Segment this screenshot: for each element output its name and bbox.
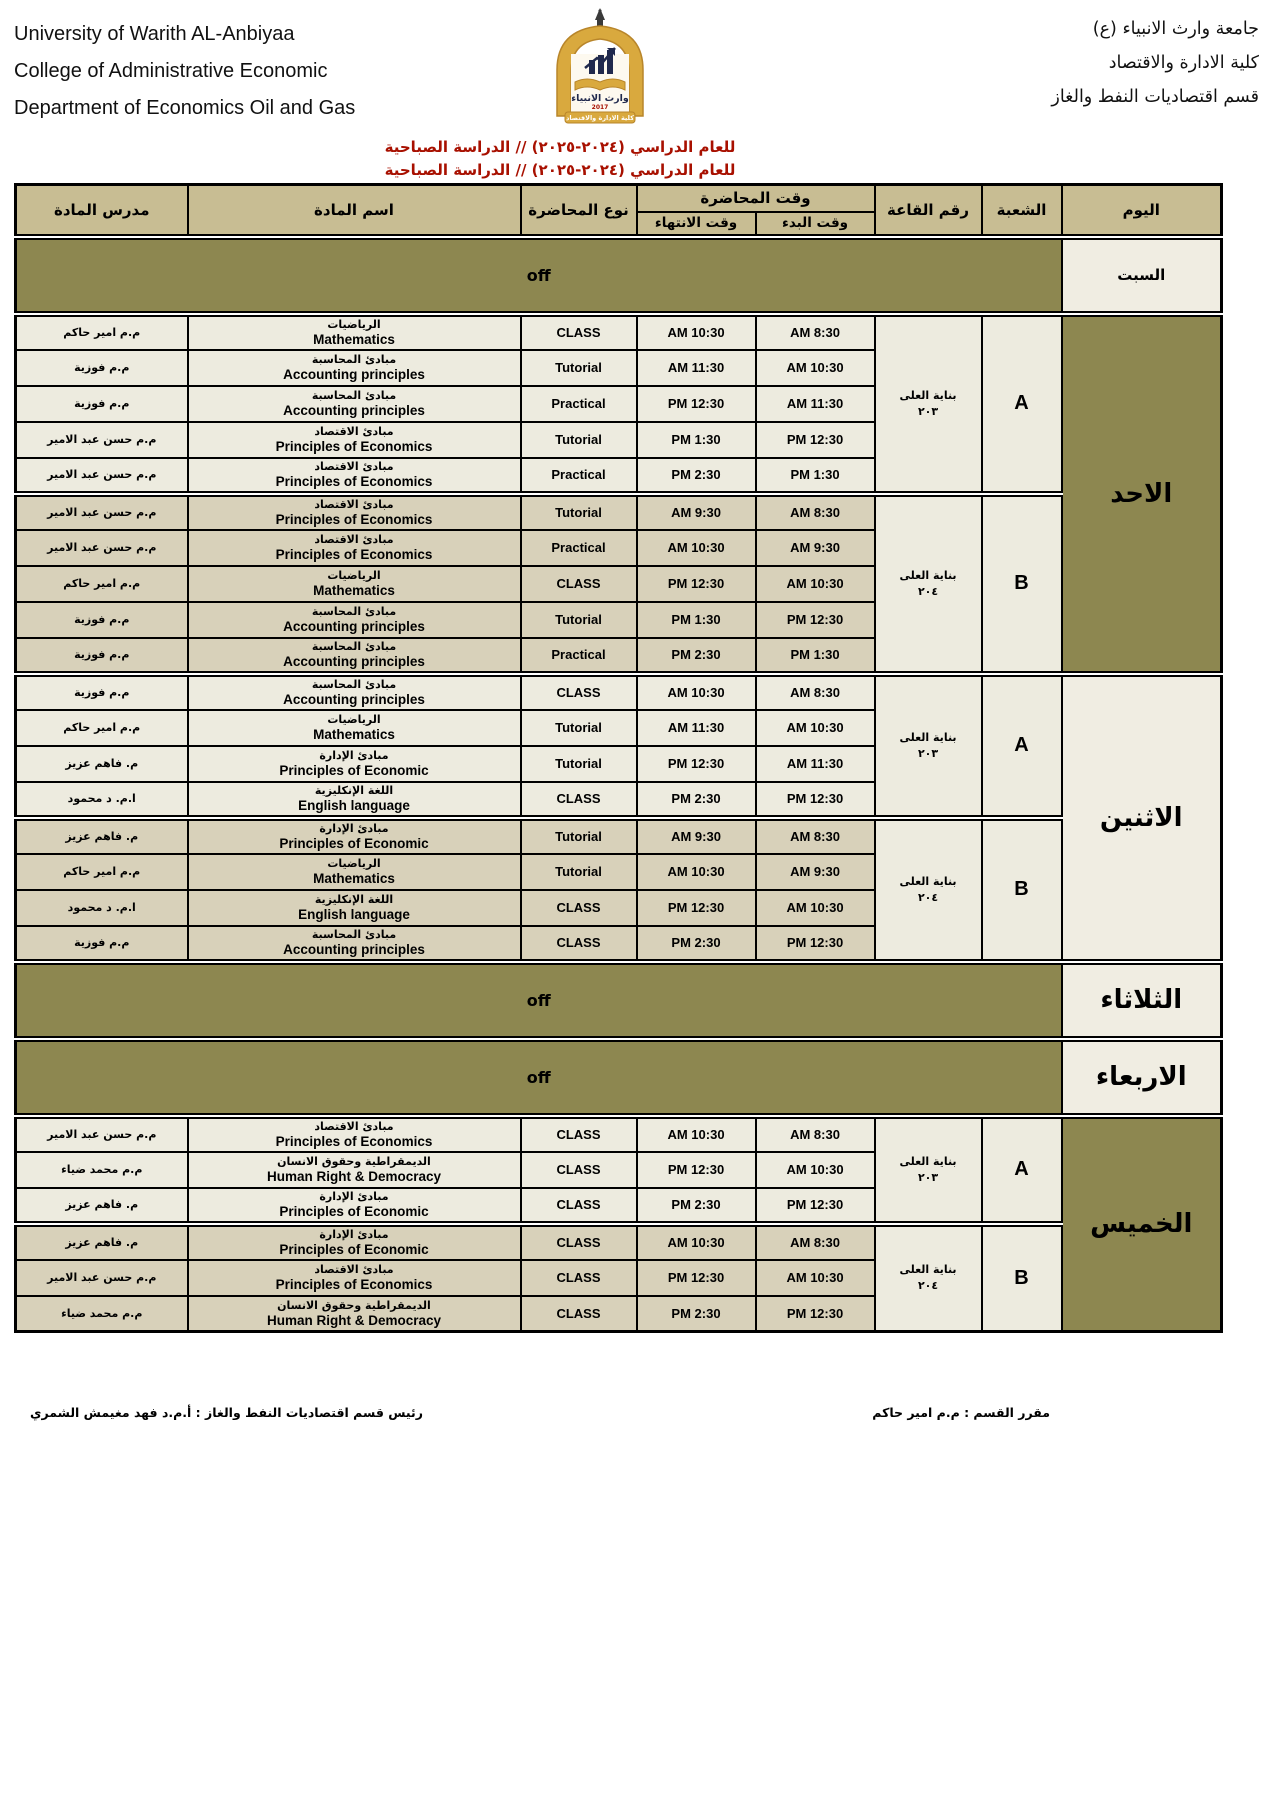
start-time-cell: 11:30 AM [756, 386, 875, 422]
university-logo-icon [545, 8, 655, 126]
letterhead-en-line: Department of Economics Oil and Gas [14, 97, 356, 119]
room-building: بناية العلى [899, 730, 957, 744]
end-time-cell: 10:30 AM [637, 314, 756, 350]
teacher-cell: م.م فوزية [16, 638, 188, 674]
subject-cell [188, 854, 521, 890]
letterhead-ar-line: قسم اقتصاديات النفط والغاز [1051, 87, 1259, 107]
subject-name-arabic: مبادئ المحاسبة [311, 928, 397, 941]
lecture-type-cell: Tutorial [521, 494, 637, 530]
lecture-type-cell: CLASS [521, 674, 637, 710]
lecture-type-cell: Tutorial [521, 602, 637, 638]
lecture-type-cell: Practical [521, 386, 637, 422]
off-cell: off [16, 962, 1062, 1039]
subject-cell [188, 1224, 521, 1260]
subject-name-arabic: مبادئ الاقتصاد [314, 1263, 394, 1276]
subject-cell [188, 1260, 521, 1296]
lecture-type-cell: Practical [521, 458, 637, 494]
subject-cell [188, 710, 521, 746]
room-number: ٢٠٣ [917, 1170, 939, 1184]
letterhead-ar-line: جامعة وارث الانبياء (ع) [1092, 19, 1259, 39]
lecture-type-cell: CLASS [521, 1260, 637, 1296]
subject-name-english: Accounting principles [283, 367, 425, 382]
end-time-cell: 12:30 PM [637, 1260, 756, 1296]
teacher-cell: م.م حسن عبد الامير [16, 458, 188, 494]
off-cell: off [16, 237, 1062, 314]
subject-cell [188, 422, 521, 458]
end-time-cell: 12:30 PM [637, 386, 756, 422]
class-row [16, 674, 1222, 710]
lecture-type-cell: CLASS [521, 926, 637, 962]
teacher-cell: ا.م. د محمود [16, 782, 188, 818]
section-cell: A [982, 314, 1062, 494]
col-header-time-group: وقت المحاضرة [637, 185, 875, 212]
lecture-type-cell: CLASS [521, 314, 637, 350]
subject-name-arabic: مبادئ المحاسبة [311, 389, 397, 402]
subject-name-arabic: مبادئ الإدارة [319, 1190, 389, 1203]
subject-name-english: Principles of Economics [275, 547, 433, 562]
end-time-cell: 9:30 AM [637, 818, 756, 854]
subject-name-arabic: مبادئ المحاسبة [311, 605, 397, 618]
end-time-cell: 12:30 PM [637, 1152, 756, 1188]
subject-name-arabic: الرياضيات [327, 318, 381, 331]
col-header-start-time: وقت البدء [756, 212, 875, 237]
subject-name-english: Human Right & Democracy [266, 1312, 442, 1328]
class-row [16, 818, 1222, 854]
start-time-cell: 10:30 AM [756, 1152, 875, 1188]
end-time-cell: 2:30 PM [637, 458, 756, 494]
start-time-cell: 12:30 PM [756, 422, 875, 458]
subject-cell [188, 674, 521, 710]
subject-name-english: Accounting principles [283, 619, 425, 634]
svg-text:2017: 2017 [591, 104, 609, 111]
teacher-cell: م. فاهم عزيز [16, 1224, 188, 1260]
end-time-cell: 9:30 AM [637, 494, 756, 530]
lecture-type-cell: Tutorial [521, 422, 637, 458]
end-time-cell: 1:30 PM [637, 602, 756, 638]
subject-name-arabic: اللغة الإنكليزية [314, 784, 394, 797]
teacher-cell: م.م حسن عبد الامير [16, 494, 188, 530]
col-header-room: رقم القاعة [875, 185, 982, 237]
department-rapporteur: مقرر القسم : م.م امير حاكم [872, 1405, 1050, 1420]
subject-cell [188, 1296, 521, 1332]
lecture-type-cell: Practical [521, 638, 637, 674]
section-cell: A [982, 674, 1062, 818]
day-cell: الخميس [1062, 1116, 1222, 1332]
room-building: بناية العلى [899, 568, 957, 582]
lecture-type-cell: CLASS [521, 1152, 637, 1188]
teacher-cell: ا.م. د محمود [16, 890, 188, 926]
room-cell [875, 494, 982, 674]
letterhead [0, 0, 1273, 135]
schedule-table-header [16, 185, 1222, 237]
start-time-cell: 8:30 AM [756, 494, 875, 530]
subject-cell [188, 746, 521, 782]
lecture-type-cell: CLASS [521, 1116, 637, 1152]
teacher-cell: م. فاهم عزيز [16, 746, 188, 782]
off-day-row [16, 1039, 1222, 1116]
off-day-row [16, 237, 1222, 314]
subject-name-arabic: مبادئ المحاسبة [311, 678, 397, 691]
teacher-cell: م.م فوزية [16, 926, 188, 962]
start-time-cell: 8:30 AM [756, 1116, 875, 1152]
teacher-cell: م.م فوزية [16, 350, 188, 386]
col-header-teacher: مدرس المادة [16, 185, 188, 237]
end-time-cell: 1:30 PM [637, 422, 756, 458]
end-time-cell: 2:30 PM [637, 1296, 756, 1332]
room-number: ٢٠٤ [917, 890, 939, 904]
teacher-cell: م.م حسن عبد الامير [16, 1116, 188, 1152]
subject-name-english: Principles of Economic [279, 763, 429, 778]
start-time-cell: 11:30 AM [756, 746, 875, 782]
subject-name-english: Principles of Economic [279, 836, 429, 851]
subject-name-english: Principles of Economics [275, 1277, 433, 1292]
subject-cell [188, 602, 521, 638]
start-time-cell: 12:30 PM [756, 1188, 875, 1224]
class-row [16, 494, 1222, 530]
subject-name-english: English language [298, 798, 410, 813]
schedule-body [16, 237, 1222, 1332]
subject-name-english: Mathematics [313, 583, 395, 598]
lecture-type-cell: Tutorial [521, 854, 637, 890]
room-cell [875, 818, 982, 962]
teacher-cell: م.م حسن عبد الامير [16, 530, 188, 566]
subject-name-arabic: مبادئ الاقتصاد [314, 425, 394, 438]
teacher-cell: م.م امير حاكم [16, 710, 188, 746]
subject-name-english: Principles of Economics [275, 439, 433, 454]
academic-year-titles [14, 136, 1106, 182]
teacher-cell: م.م فوزية [16, 386, 188, 422]
teacher-cell: م.م فوزية [16, 602, 188, 638]
subject-name-english: Principles of Economics [275, 512, 433, 527]
end-time-cell: 10:30 AM [637, 1224, 756, 1260]
subject-name-arabic: مبادئ الإدارة [319, 822, 389, 835]
start-time-cell: 8:30 AM [756, 314, 875, 350]
subject-name-arabic: مبادئ المحاسبة [311, 353, 397, 366]
subject-cell [188, 1152, 521, 1188]
subject-cell [188, 782, 521, 818]
teacher-cell: م. فاهم عزيز [16, 818, 188, 854]
teacher-cell: م.م امير حاكم [16, 566, 188, 602]
start-time-cell: 12:30 PM [756, 926, 875, 962]
start-time-cell: 9:30 AM [756, 854, 875, 890]
subject-name-english: Mathematics [313, 332, 395, 347]
end-time-cell: 12:30 PM [637, 746, 756, 782]
start-time-cell: 12:30 PM [756, 782, 875, 818]
end-time-cell: 10:30 AM [637, 1116, 756, 1152]
university-name-arabic [1051, 12, 1259, 114]
start-time-cell: 1:30 PM [756, 638, 875, 674]
lecture-type-cell: CLASS [521, 890, 637, 926]
subject-cell [188, 458, 521, 494]
subject-cell [188, 314, 521, 350]
subject-name-english: Mathematics [313, 871, 395, 886]
signature-row [0, 1405, 1273, 1435]
end-time-cell: 10:30 AM [637, 530, 756, 566]
start-time-cell: 10:30 AM [756, 1260, 875, 1296]
room-building: بناية العلى [899, 388, 957, 402]
lecture-type-cell: Tutorial [521, 746, 637, 782]
end-time-cell: 12:30 PM [637, 890, 756, 926]
academic-year-title: للعام الدراسي (٢٠٢٤-٢٠٢٥) // الدراسة الصباحية [384, 138, 736, 156]
class-row [16, 314, 1222, 350]
subject-name-english: Mathematics [313, 727, 395, 742]
subject-name-arabic: مبادئ الإدارة [319, 749, 389, 762]
teacher-cell: م.م حسن عبد الامير [16, 1260, 188, 1296]
subject-name-english: Accounting principles [283, 942, 425, 957]
university-name-english [14, 16, 355, 127]
subject-name-arabic: مبادئ الإدارة [319, 1228, 389, 1241]
teacher-cell: م.م امير حاكم [16, 314, 188, 350]
letterhead-en-line: College of Administrative Economic [14, 60, 328, 82]
day-cell: الثلاثاء [1062, 962, 1222, 1039]
end-time-cell: 10:30 AM [637, 674, 756, 710]
col-header-section: الشعبة [982, 185, 1062, 237]
day-cell: الاحد [1062, 314, 1222, 674]
off-day-row [16, 962, 1222, 1039]
end-time-cell: 2:30 PM [637, 638, 756, 674]
section-cell: A [982, 1116, 1062, 1224]
room-number: ٢٠٤ [917, 584, 939, 598]
room-cell [875, 1116, 982, 1224]
start-time-cell: 8:30 AM [756, 1224, 875, 1260]
section-cell: B [982, 1224, 1062, 1332]
letterhead-ar-line: كلية الادارة والاقتصاد [1108, 53, 1259, 73]
subject-cell [188, 890, 521, 926]
col-header-subject: اسم المادة [188, 185, 521, 237]
section-cell: B [982, 494, 1062, 674]
subject-cell [188, 530, 521, 566]
room-building: بناية العلى [899, 1263, 957, 1277]
room-number: ٢٠٣ [917, 404, 939, 418]
subject-name-arabic: مبادئ المحاسبة [311, 640, 397, 653]
start-time-cell: 8:30 AM [756, 674, 875, 710]
subject-name-arabic: الديمقراطية وحقوق الانسان [277, 1298, 431, 1312]
subject-name-arabic: اللغة الإنكليزية [314, 893, 394, 906]
col-header-day: اليوم [1062, 185, 1222, 237]
svg-text:وارث الانبياء: وارث الانبياء [571, 93, 629, 104]
subject-cell [188, 818, 521, 854]
teacher-cell: م.م فوزية [16, 674, 188, 710]
letterhead-en-line: University of Warith AL-Anbiyaa [14, 23, 295, 45]
teacher-cell: م.م محمد ضياء [16, 1296, 188, 1332]
subject-cell [188, 1188, 521, 1224]
lecture-type-cell: CLASS [521, 782, 637, 818]
teacher-cell: م.م محمد ضياء [16, 1152, 188, 1188]
subject-name-arabic: مبادئ الاقتصاد [314, 460, 394, 473]
start-time-cell: 8:30 AM [756, 818, 875, 854]
academic-year-title: للعام الدراسي (٢٠٢٤-٢٠٢٥) // الدراسة الصباحية [384, 161, 736, 179]
subject-name-english: English language [298, 907, 410, 922]
lecture-type-cell: CLASS [521, 1296, 637, 1332]
subject-name-english: Human Right & Democracy [266, 1169, 442, 1184]
day-cell: الاربعاء [1062, 1039, 1222, 1116]
room-building: بناية العلى [899, 1154, 957, 1168]
subject-cell [188, 350, 521, 386]
subject-name-arabic: الديمقراطية وحقوق الانسان [277, 1155, 431, 1168]
subject-name-english: Principles of Economics [275, 474, 433, 489]
subject-name-english: Principles of Economic [279, 1204, 429, 1219]
room-number: ٢٠٤ [917, 1279, 939, 1293]
lecture-type-cell: CLASS [521, 1224, 637, 1260]
class-row [16, 1224, 1222, 1260]
start-time-cell: 10:30 AM [756, 890, 875, 926]
subject-cell [188, 386, 521, 422]
class-row [16, 1116, 1222, 1152]
lecture-type-cell: Tutorial [521, 350, 637, 386]
subject-name-arabic: الرياضيات [327, 857, 381, 870]
start-time-cell: 12:30 PM [756, 602, 875, 638]
subject-name-english: Accounting principles [283, 654, 425, 669]
room-building: بناية العلى [899, 874, 957, 888]
day-cell: الاثنين [1062, 674, 1222, 962]
start-time-cell: 9:30 AM [756, 530, 875, 566]
end-time-cell: 2:30 PM [637, 782, 756, 818]
teacher-cell: م.م امير حاكم [16, 854, 188, 890]
subject-cell [188, 1116, 521, 1152]
room-number: ٢٠٣ [917, 746, 939, 760]
svg-text:كلية الادارة والاقتصاد: كلية الادارة والاقتصاد [566, 114, 634, 122]
room-cell [875, 1224, 982, 1332]
end-time-cell: 2:30 PM [637, 926, 756, 962]
lecture-type-cell: Tutorial [521, 818, 637, 854]
lecture-type-cell: CLASS [521, 566, 637, 602]
subject-name-english: Principles of Economic [279, 1242, 429, 1257]
subject-name-arabic: الرياضيات [327, 713, 381, 726]
end-time-cell: 11:30 AM [637, 350, 756, 386]
lecture-type-cell: CLASS [521, 1188, 637, 1224]
subject-cell [188, 926, 521, 962]
end-time-cell: 2:30 PM [637, 1188, 756, 1224]
start-time-cell: 1:30 PM [756, 458, 875, 494]
col-header-end-time: وقت الانتهاء [637, 212, 756, 237]
subject-cell [188, 566, 521, 602]
subject-name-english: Accounting principles [283, 403, 425, 418]
subject-name-arabic: مبادئ الاقتصاد [314, 1120, 394, 1133]
lecture-type-cell: Tutorial [521, 710, 637, 746]
start-time-cell: 12:30 PM [756, 1296, 875, 1332]
subject-name-english: Principles of Economics [275, 1134, 433, 1149]
subject-name-arabic: مبادئ الاقتصاد [314, 533, 394, 546]
subject-name-english: Accounting principles [283, 692, 425, 707]
start-time-cell: 10:30 AM [756, 710, 875, 746]
lecture-type-cell: Practical [521, 530, 637, 566]
section-cell: B [982, 818, 1062, 962]
end-time-cell: 12:30 PM [637, 566, 756, 602]
end-time-cell: 10:30 AM [637, 854, 756, 890]
start-time-cell: 10:30 AM [756, 350, 875, 386]
teacher-cell: م. فاهم عزيز [16, 1188, 188, 1224]
subject-cell [188, 638, 521, 674]
teacher-cell: م.م حسن عبد الامير [16, 422, 188, 458]
department-head: رئيس قسم اقتصاديات النفط والغاز : أ.م.د فهد مغيمش الشمري [30, 1405, 423, 1420]
subject-name-arabic: الرياضيات [327, 569, 381, 582]
schedule-table [14, 183, 1223, 1333]
subject-name-arabic: مبادئ الاقتصاد [314, 498, 394, 511]
subject-cell [188, 494, 521, 530]
end-time-cell: 11:30 AM [637, 710, 756, 746]
start-time-cell: 10:30 AM [756, 566, 875, 602]
day-cell: السبت [1062, 237, 1222, 314]
off-cell: off [16, 1039, 1062, 1116]
col-header-type: نوع المحاضرة [521, 185, 637, 237]
room-cell [875, 314, 982, 494]
university-logo [545, 8, 655, 126]
room-cell [875, 674, 982, 818]
